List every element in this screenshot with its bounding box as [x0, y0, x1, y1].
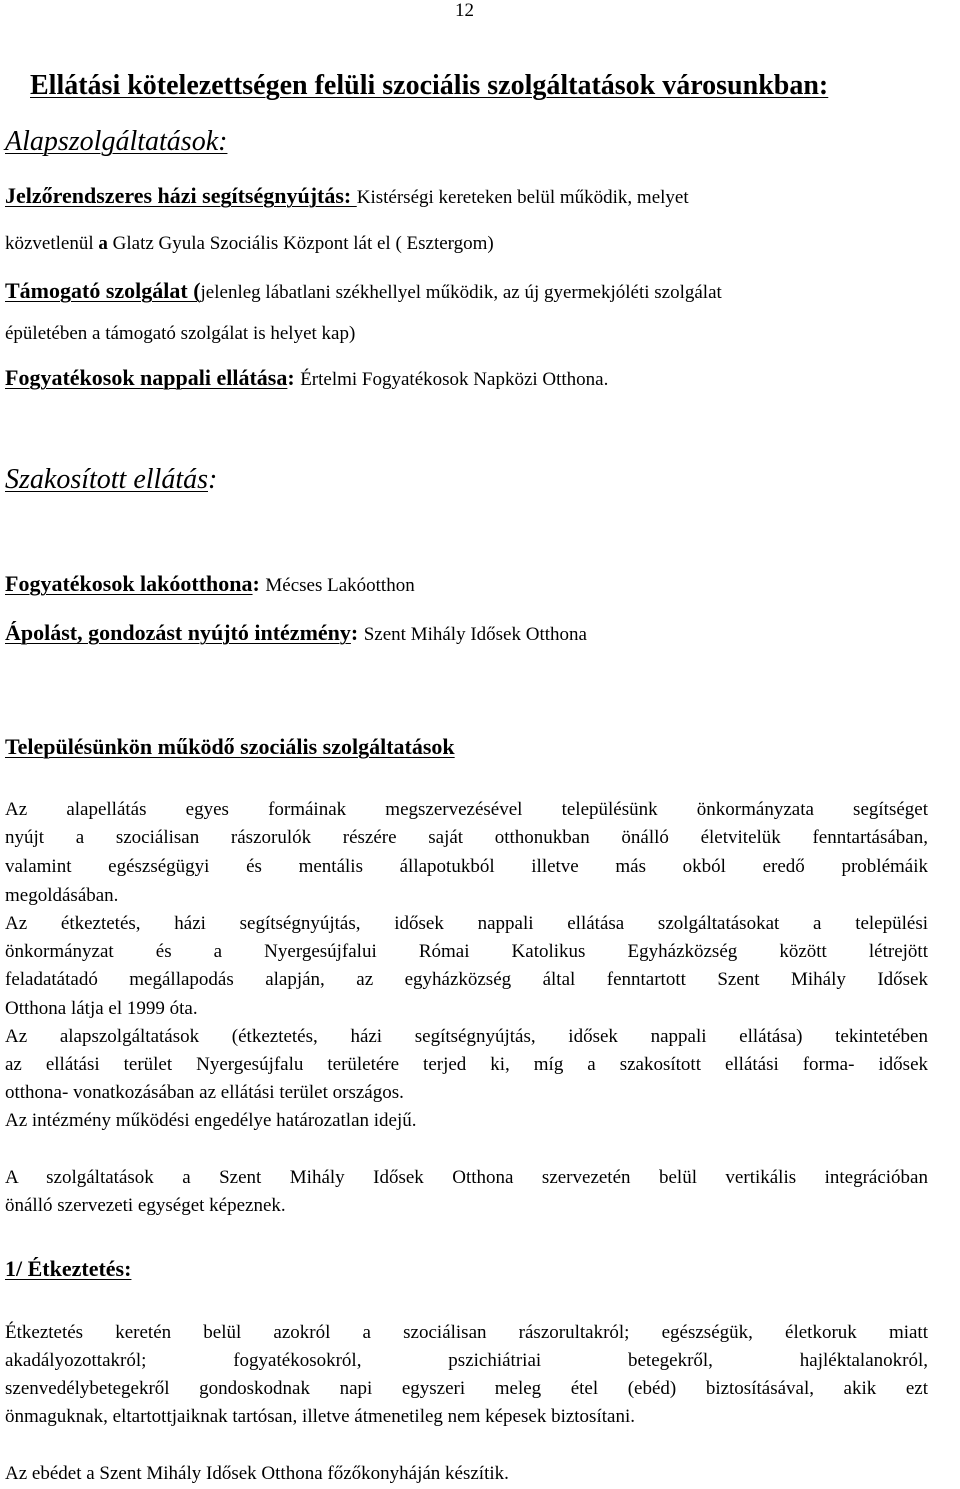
specialized-heading-text: Szakosított ellátás	[5, 464, 208, 495]
page-number: 12	[455, 0, 474, 21]
etkeztetes-p1-line-1: Étkeztetés keretén belül azokról a szociálisan rászorultakról; egészségük, életkoruk miatt	[5, 1322, 928, 1343]
apolast-label: Ápolást, gondozást nyújtó intézmény	[5, 620, 351, 645]
services-heading: Településünkön működő szociális szolgáltatások	[5, 734, 455, 759]
apolast-text: Szent Mihály Idősek Otthona	[363, 624, 587, 645]
basic-services-heading: Alapszolgáltatások:	[5, 126, 228, 157]
jelzo-cont-b: a	[98, 233, 108, 254]
jelzo-line	[5, 185, 689, 207]
apolast-line	[5, 622, 587, 644]
paragraph-2-line-3: feladatátadó megállapodás alapján, az egyházközség által fenntartott Szent Mihály Idősek	[5, 969, 928, 990]
fogy-sep: :	[287, 365, 301, 390]
jelzo-label: Jelzőrendszeres házi segítségnyújtás:	[5, 183, 357, 208]
paragraph-4: Az intézmény működési engedélye határozatlan idejű.	[5, 1110, 417, 1131]
jelzo-cont-c: Glatz Gyula Szociális Központ lát el ( Esztergom)	[107, 233, 494, 254]
etkeztetes-p1-line-4: önmaguknak, eltartottjaiknak tartósan, illetve átmenetileg nem képesek biztosítani.	[5, 1406, 635, 1427]
fogy-label: Fogyatékosok nappali ellátása	[5, 365, 288, 390]
etkeztetes-p1-line-2: akadályozottakról; fogyatékosokról, pszichiátriai betegekről, hajléktalanokról,	[5, 1350, 928, 1371]
etkeztetes-p2: Az ebédet a Szent Mihály Idősek Otthona főzőkonyháján készítik.	[5, 1463, 509, 1484]
tamogato-continuation: épületében a támogató szolgálat is helyet kap)	[5, 323, 356, 344]
jelzo-continuation	[5, 234, 494, 253]
page-title: Ellátási kötelezettségen felüli szociális szolgáltatások városunkban:	[30, 70, 829, 101]
tamogato-text: jelenleg lábatlani székhellyel működik, az új gyermekjóléti szolgálat	[200, 282, 722, 303]
paragraph-1-line-2: nyújt a szociálisan rászorulók részére saját otthonukban önálló életvitelük fenntartásában,	[5, 827, 928, 848]
specialized-heading-colon: :	[208, 464, 218, 495]
paragraph-3-line-3: otthona- vonatkozásában az ellátási terület országos.	[5, 1082, 404, 1103]
etkeztetes-p1-line-3: szenvedélybetegekről gondoskodnak napi egyszeri meleg étel (ebéd) biztosításával, akik ezt	[5, 1378, 928, 1399]
etkeztetes-heading: 1/ Étkeztetés:	[5, 1256, 132, 1281]
lakootthon-text: Mécses Lakóotthon	[265, 575, 415, 596]
paragraph-1-line-3: valamint egészségügyi és mentális állapotukból illetve más okból eredő problémáik	[5, 856, 928, 877]
paragraph-2-line-4: Otthona látja el 1999 óta.	[5, 998, 198, 1019]
paragraph-1-line-4: megoldásában.	[5, 885, 119, 906]
fogy-text: Értelmi Fogyatékosok Napközi Otthona.	[300, 369, 609, 390]
paragraph-5-line-2: önálló szervezeti egységet képeznek.	[5, 1195, 286, 1216]
paragraph-2-line-2: önkormányzat és a Nyergesújfalui Római Katolikus Egyházközség között létrejött	[5, 941, 928, 962]
paragraph-3-line-2: az ellátási terület Nyergesújfalu területére terjed ki, míg a szakosított ellátási forma- idősek	[5, 1054, 928, 1075]
fogyatekosok-nappali-line	[5, 367, 608, 389]
paragraph-2-line-1: Az étkeztetés, házi segítségnyújtás, idősek nappali ellátása szolgáltatásokat a települési	[5, 913, 928, 934]
paragraph-3-line-1: Az alapszolgáltatások (étkeztetés, házi segítségnyújtás, idősek nappali ellátása) tekintetében	[5, 1026, 928, 1047]
paragraph-1-line-1: Az alapellátás egyes formáinak megszervezésével településünk önkormányzata segítséget	[5, 799, 928, 820]
lakootthon-line	[5, 573, 415, 595]
apolast-sep: :	[350, 620, 364, 645]
jelzo-cont-a: közvetlenül	[5, 233, 99, 254]
lakootthon-label: Fogyatékosok lakóotthona	[5, 571, 253, 596]
lakootthon-sep: :	[252, 571, 266, 596]
jelzo-text: Kistérségi kereteken belül működik, melyet	[356, 187, 689, 208]
specialized-heading	[5, 466, 217, 494]
tamogato-label: Támogató szolgálat (	[5, 278, 201, 303]
paragraph-5-line-1: A szolgáltatások a Szent Mihály Idősek Otthona szervezetén belül vertikális integrációban	[5, 1167, 928, 1188]
tamogato-line	[5, 280, 722, 302]
